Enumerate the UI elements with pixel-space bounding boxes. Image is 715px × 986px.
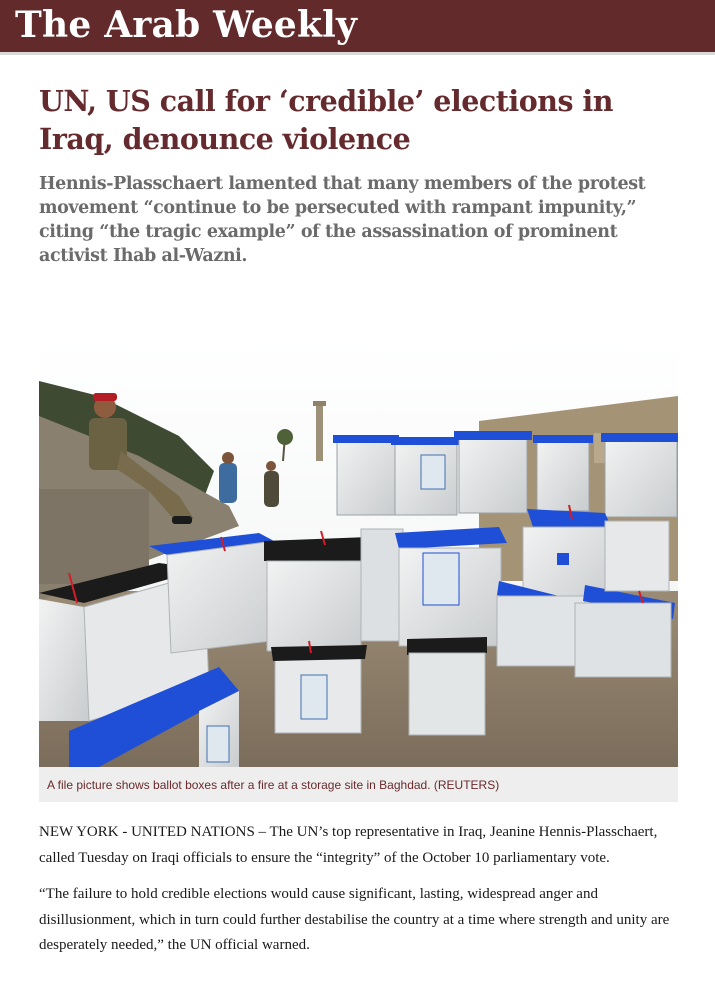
- article-paragraph: “The failure to hold credible elections would cause significant, lasting, widespread anger and disillusionment, which in turn could further destabilise the country at a time where strength and unity are desperately needed,” the UN official warned.: [39, 886, 670, 953]
- photo-caption: A file picture shows ballot boxes after a fire at a storage site in Baghdad. (REUTERS): [47, 778, 500, 792]
- article-headline: UN, US call for ‘credible’ elections in Iraq, denounce violence: [39, 84, 613, 156]
- article-standfirst: Hennis-Plasschaert lamented that many members of the protest movement “continue to be persecuted with rampant impunity,” citing “the tragic example” of the assassination of prominent activist Ihab al-Wazni.: [39, 174, 646, 266]
- article: [39, 82, 679, 268]
- site-logo[interactable]: The Arab Weekly: [15, 4, 358, 46]
- article-figure: [39, 341, 678, 802]
- article-body: [39, 820, 679, 970]
- article-paragraph: NEW YORK - UNITED NATIONS – The UN’s top representative in Iraq, Jeanine Hennis-Plasschaert, called Tuesday on Iraqi officials to ensure the “integrity” of the October 10 parliamentary vote.: [39, 824, 658, 866]
- ballot-boxes-photo: [39, 341, 678, 767]
- masthead: [0, 0, 715, 55]
